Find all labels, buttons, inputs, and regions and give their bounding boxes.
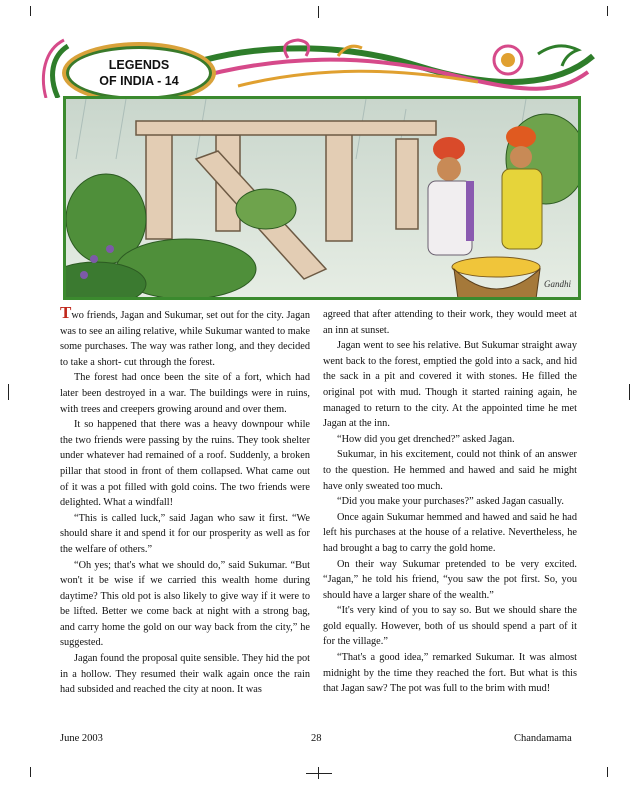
- crop-mark: [318, 6, 319, 18]
- series-badge: [66, 46, 212, 100]
- story-column-2: [323, 307, 577, 697]
- story-illustration: [63, 96, 581, 300]
- paragraph: “Oh yes; that's what we should do,” said Sukumar. “But won't it be wise if we carried this wealth home during daytime? This old pot is also likely to give way if it were to be lifted. Better we come back at night with a strong bag, and carry home the gold on our way back from the city,” he suggested.: [60, 559, 310, 649]
- paragraph: Jagan found the proposal quite sensible. They hid the pot in a hollow. They resumed their walk again once the rain had subsided and reached the city at noon. It was: [60, 653, 310, 696]
- page-number: 28: [311, 733, 322, 744]
- paragraph: Sukumar, in his excitement, could not think of an answer to the question. He hemmed and hawed and said he might have only sweated too much.: [323, 449, 577, 492]
- paragraph: “Did you make your purchases?” asked Jagan casually.: [337, 496, 564, 508]
- footer-magazine: Chandamama: [514, 733, 572, 744]
- series-label-line2: OF INDIA - 14: [99, 74, 179, 88]
- crop-mark: [629, 384, 630, 400]
- series-header: [38, 36, 598, 98]
- paragraph: agreed that after attending to their work, they would meet at an inn at sunset.: [323, 309, 577, 336]
- crop-mark: [607, 6, 608, 16]
- footer-date: June 2003: [60, 733, 103, 744]
- paragraph: On their way Sukumar pretended to be very excited. “Jagan,” he told his friend, “you saw the pot first. So, you should have a larger share of the wealth.”: [323, 558, 577, 601]
- paragraph: [60, 303, 310, 370]
- paragraph: Once again Sukumar hemmed and hawed and said he had left his purchases at the house of a relative. Nevertheless, he had brought a bag to carry the gold home.: [323, 511, 577, 554]
- paragraph: Jagan went to see his relative. But Sukumar straight away went back to the forest, emptied the gold into a sack, and hid the sack in a pit and covered it with stones. He filled the original pot with mud. Though it started raining again, he managed to return to the city. At the appointed time he met Jagan at the inn.: [323, 340, 577, 430]
- crop-mark: [30, 6, 31, 16]
- paragraph: It so happened that there was a heavy downpour while the two friends were passing by the ruins. They took shelter under whatever had remained of a roof. Suddenly, a broken pillar that stood in front of them collapsed. What came out of it was a pot filled with gold coins. The two friends were delighted. What a windfall!: [60, 419, 310, 509]
- paragraph: “How did you get drenched?” asked Jagan.: [337, 433, 515, 445]
- paragraph: “That's a good idea,” remarked Sukumar. It was almost midnight by the time they reached the fort. But what is this that Jagan saw? The pot was full to the brim with mud!: [323, 652, 577, 695]
- crop-mark: [30, 767, 31, 777]
- paragraph: “It's very kind of you to say so. But we should share the gold equally. However, both of us should spend a part of it for the village.”: [323, 605, 577, 648]
- paragraph: The forest had once been the site of a fort, which had later been destroyed in a war. The buildings were in ruins, with trees and creepers growing around and over them.: [60, 372, 310, 415]
- series-label-line1: LEGENDS: [108, 58, 170, 72]
- paragraph-text: wo friends, Jagan and Sukumar, set out for the city. Jagan was to see an ailing relative, while Sukumar wanted to make some purchases. The way was rather long, and they decided to take a short- cut through the forest.: [60, 310, 310, 368]
- crop-mark: [306, 773, 332, 774]
- drop-cap: T: [60, 303, 72, 322]
- illustrator-signature: Gandhi: [544, 279, 571, 289]
- story-column-1: [60, 303, 310, 698]
- paragraph: “This is called luck,” said Jagan who saw it first. “We should share it and spend it for our prosperity as well as for the welfare of others.”: [60, 512, 310, 555]
- crop-mark: [607, 767, 608, 777]
- crop-mark: [8, 384, 9, 400]
